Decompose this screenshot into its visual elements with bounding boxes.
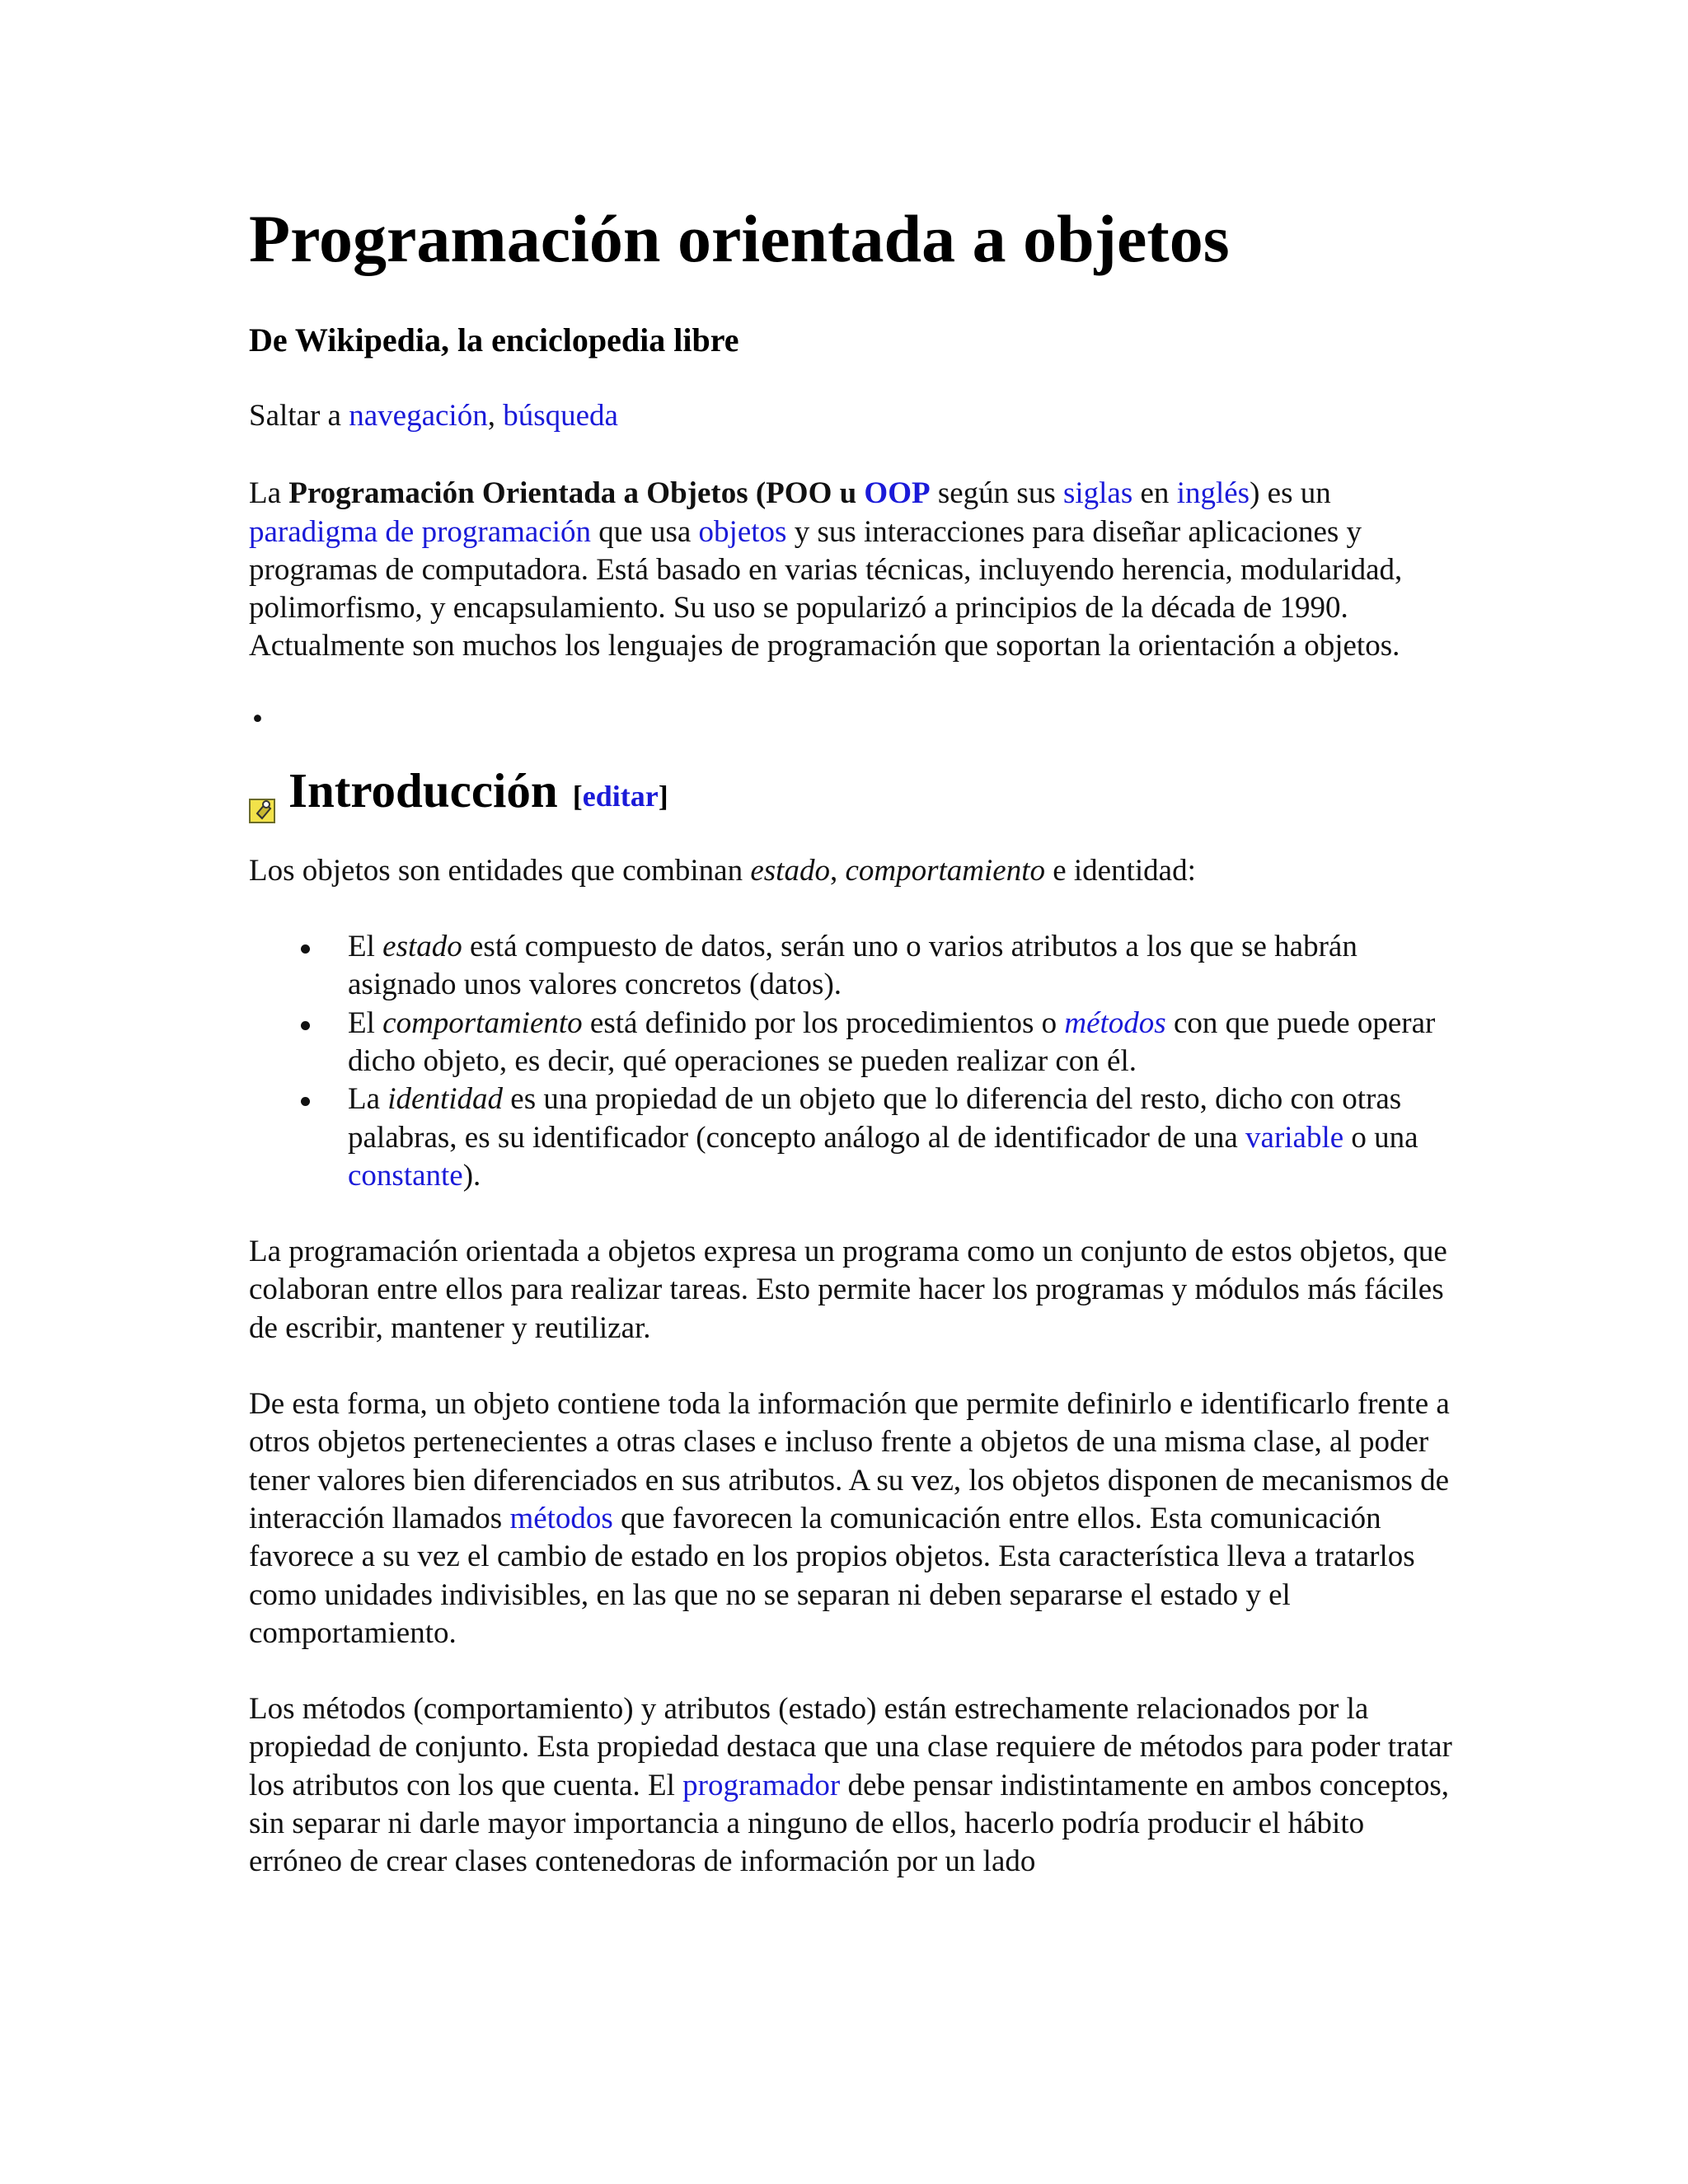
paragraph-objetos xyxy=(249,852,1452,890)
edit-section-link[interactable]: editar xyxy=(582,779,659,813)
jump-separator: , xyxy=(487,399,504,433)
variable-link[interactable]: variable xyxy=(1245,1120,1344,1155)
list-text: ). xyxy=(462,1158,481,1193)
list-text: con que puede operar dicho objeto, es decir, qué operaciones se pueden realizar con él. xyxy=(348,1005,1436,1078)
edit-section xyxy=(573,773,668,819)
ingles-link[interactable]: inglés xyxy=(1176,476,1250,511)
search-link[interactable]: búsqueda xyxy=(503,399,618,433)
article-subtitle: De Wikipedia, la enciclopedia libre xyxy=(249,321,739,359)
metodos-link[interactable]: métodos xyxy=(509,1501,613,1535)
jump-links xyxy=(249,397,1452,435)
article-content xyxy=(249,198,1452,1882)
intro-bold-term: Programación Orientada a Objetos (POO u xyxy=(288,476,865,511)
paragraph-text: , xyxy=(829,853,846,888)
jump-prefix: Saltar a xyxy=(249,399,349,433)
list-text: o una xyxy=(1343,1120,1418,1155)
section-title: Introducción xyxy=(288,762,558,818)
intro-text: en xyxy=(1132,476,1177,511)
object-properties-list xyxy=(249,928,1452,1195)
italic-term: comportamiento xyxy=(382,1005,583,1040)
intro-text: y sus interacciones para diseñar aplicaciones y programas de computadora. Está basado en varias técnicas, incluyendo herencia, modularidad, polimorfismo, y encapsulamiento. Su uso se popularizó a principios de la década de 1990. Actualmente son muchos los lenguajes de programación que soportan la orientación a objetos. xyxy=(249,514,1403,663)
intro-text: que usa xyxy=(591,514,699,549)
list-text: La xyxy=(348,1082,388,1117)
intro-text: ) es un xyxy=(1250,476,1331,511)
paragraph-metodos-atributos xyxy=(249,1690,1452,1881)
list-item xyxy=(348,1080,1452,1195)
paragraph-text: Los métodos (comportamiento) y atributos (estado) están estrechamente relacionados por la propiedad de conjunto. Esta propiedad destaca que una clase requiere de métodos para poder tratar los atributos con los que cuenta. El xyxy=(249,1692,1452,1802)
paragraph-programa: La programación orientada a objetos expresa un programa como un conjunto de estos objetos, que colaboran entre ellos para realizar tareas. Esto permite hacer los programas y módulos más fáciles de escribir, mantener y reutilizar. xyxy=(249,1235,1447,1345)
intro-paragraph xyxy=(249,475,1452,665)
paragraph-text: De esta forma, un objeto contiene toda la información que permite definirlo e identificarlo frente a otros objetos pertenecientes a otras clases e incluso frente a objetos de una misma clase, al poder tener valores bien diferenciados en sus atributos. A su vez, los objetos disponen de mecanismos de interacción llamados xyxy=(249,1387,1450,1535)
paragraph-text: e identidad: xyxy=(1044,853,1196,888)
list-text: El xyxy=(348,930,383,964)
page-title: Programación orientada a objetos xyxy=(249,201,1230,276)
oop-link[interactable]: OOP xyxy=(864,476,931,511)
intro-text: según sus xyxy=(930,476,1063,511)
metodos-link[interactable]: métodos xyxy=(1064,1005,1166,1040)
list-text: El xyxy=(348,1005,383,1040)
paradigma-link[interactable]: paradigma de programación xyxy=(249,514,592,549)
list-item xyxy=(348,1005,1452,1081)
objetos-link[interactable]: objetos xyxy=(698,514,787,549)
list-text: es una propiedad de un objeto que lo diferencia del resto, dicho con otras palabras, es su identificador (concepto análogo al de identificador de una xyxy=(348,1082,1402,1155)
list-item xyxy=(348,928,1452,1005)
italic-term: comportamiento xyxy=(845,853,1045,888)
paragraph-text: debe pensar indistintamente en ambos conceptos, sin separar ni darle mayor importancia a ninguno de ellos, hacerlo podría producir el hábito erróneo de crear clases contenedoras de información por un lado xyxy=(249,1768,1449,1879)
paragraph-text: Los objetos son entidades que combinan xyxy=(249,853,751,888)
siglas-link[interactable]: siglas xyxy=(1062,476,1133,511)
navigation-link[interactable]: navegación xyxy=(349,399,488,433)
intro-text: La xyxy=(249,476,289,511)
edit-bracket-close: ] xyxy=(658,779,668,813)
empty-list-bullet: • xyxy=(252,701,263,736)
section-heading-introduccion xyxy=(249,762,1452,819)
list-text: está compuesto de datos, serán uno o varios atributos a los que se habrán asignado unos valores concretos (datos). xyxy=(348,930,1357,1002)
constante-link[interactable]: constante xyxy=(348,1158,463,1193)
paragraph-informacion xyxy=(249,1385,1452,1652)
puzzle-icon xyxy=(249,780,285,808)
programador-link[interactable]: programador xyxy=(682,1768,841,1802)
italic-term: estado xyxy=(382,930,462,964)
list-text: está definido por los procedimientos o xyxy=(582,1005,1065,1040)
paragraph-text: que favorecen la comunicación entre ellos. Esta comunicación favorece a su vez el cambio de estado en los propios objetos. Esta característica lleva a tratarlos como unidades indivisibles, en las que no se separan ni deben separarse el estado y el comportamiento. xyxy=(249,1501,1415,1650)
edit-bracket-open: [ xyxy=(572,779,583,813)
italic-term: identidad xyxy=(387,1082,504,1117)
italic-term: estado xyxy=(750,853,830,888)
